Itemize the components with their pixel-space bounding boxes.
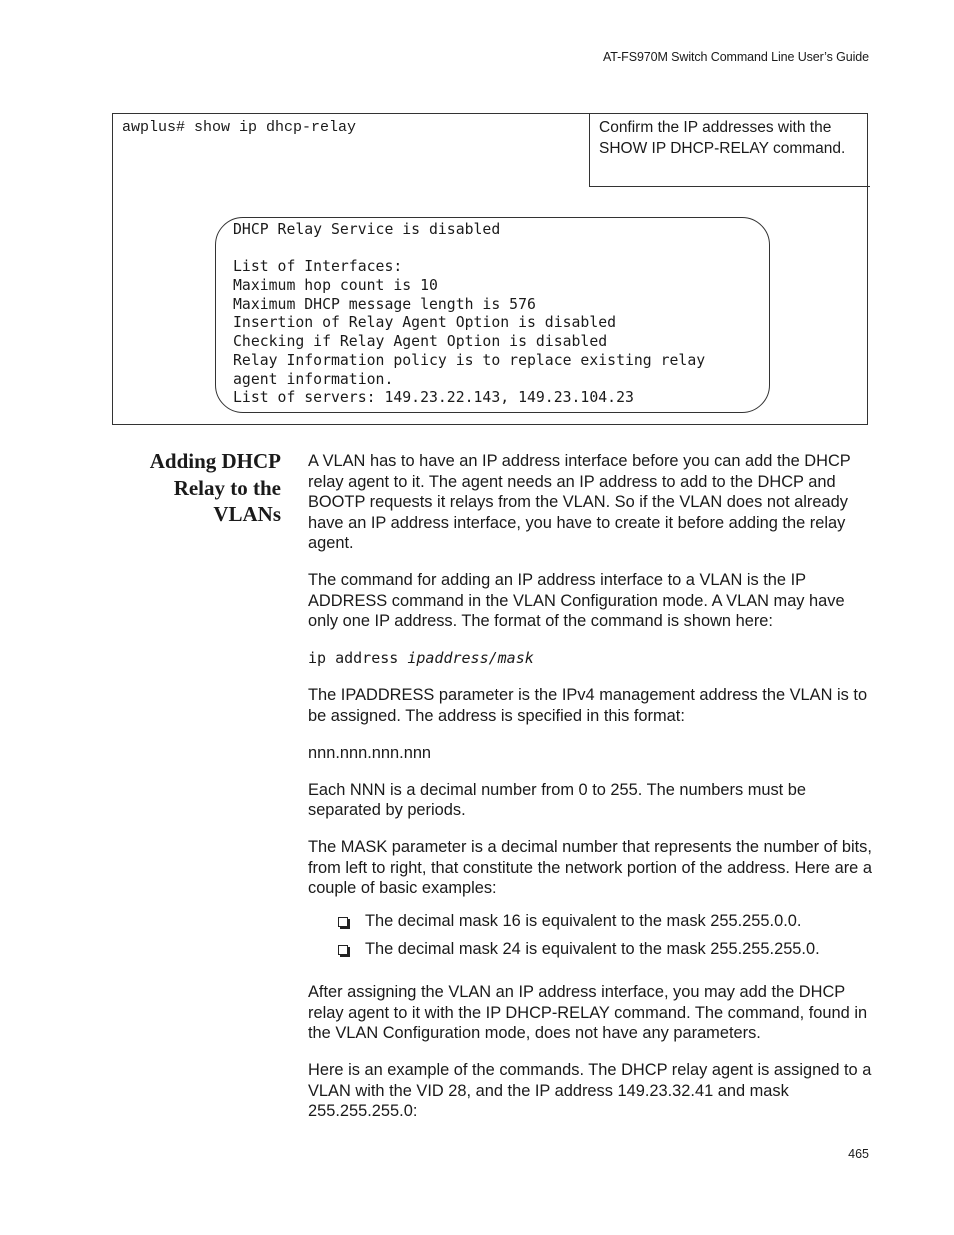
paragraph: A VLAN has to have an IP address interface before you can add the DHCP relay agent to it. The agent needs an IP address to add to the DHCP and BOOTP requests it relays from the VLAN. So if the VLAN does not already have an IP address interface, you have to create it before adding the relay agent. xyxy=(308,452,851,552)
list-item xyxy=(308,939,873,967)
output-line: Insertion of Relay Agent Option is disabled xyxy=(233,314,617,332)
output-line: DHCP Relay Service is disabled xyxy=(233,221,501,238)
command-syntax xyxy=(308,648,873,669)
syntax-parameter: ipaddress/mask xyxy=(407,649,534,667)
paragraph: After assigning the VLAN an IP address interface, you may add the DHCP relay agent to it with the IP DHCP-RELAY command. The command, found in the VLAN Configuration mode, does not have any parameters. xyxy=(308,983,868,1042)
checkbox-bullet-icon xyxy=(338,917,348,927)
callout-note: Confirm the IP addresses with the SHOW IP DHCP-RELAY command. xyxy=(589,113,870,187)
paragraph: The MASK parameter is a decimal number that represents the number of bits, from left to right, that constitute the network portion of the address. Here are a couple of basic examples: xyxy=(308,838,872,897)
section-heading xyxy=(110,448,281,528)
output-line: List of servers: 149.23.22.143, 149.23.104.23 xyxy=(233,389,634,407)
command-figure xyxy=(112,113,868,425)
command-output xyxy=(215,217,770,413)
output-line xyxy=(233,240,769,259)
list-item xyxy=(308,911,873,939)
heading-line: Relay to the xyxy=(173,475,281,500)
output-line: Relay Information policy is to replace existing relay xyxy=(233,351,706,369)
section-body xyxy=(308,451,873,1138)
paragraph: The command for adding an IP address interface to a VLAN is the IP ADDRESS command in the VLAN Configuration mode. A VLAN may have only one IP address. The format of the command is shown here: xyxy=(308,571,845,630)
output-line: Checking if Relay Agent Option is disabled xyxy=(233,333,608,351)
output-line: Maximum DHCP message length is 576 xyxy=(233,295,536,313)
example-list xyxy=(308,911,873,967)
paragraph: Here is an example of the commands. The DHCP relay agent is assigned to a VLAN with the VID 28, and the IP address 149.23.32.41 and mask 255.255.255.0: xyxy=(308,1061,872,1120)
checkbox-bullet-icon xyxy=(338,945,348,955)
running-header: AT-FS970M Switch Command Line User’s Guide xyxy=(602,50,869,64)
page-number: 465 xyxy=(848,1147,869,1161)
heading-line: Adding DHCP xyxy=(149,449,281,473)
paragraph: Each NNN is a decimal number from 0 to 255. The numbers must be separated by periods. xyxy=(308,780,807,819)
address-format: nnn.nnn.nnn.nnn xyxy=(308,743,432,762)
heading-line: VLANs xyxy=(213,502,281,526)
output-line: List of Interfaces: xyxy=(233,258,403,276)
list-item-text: The decimal mask 16 is equivalent to the mask 255.255.0.0. xyxy=(365,912,802,930)
list-item-text: The decimal mask 24 is equivalent to the mask 255.255.255.0. xyxy=(365,940,820,958)
command-text: awplus# show ip dhcp-relay xyxy=(122,119,357,136)
paragraph: The IPADDRESS parameter is the IPv4 management address the VLAN is to be assigned. The address is specified in this format: xyxy=(308,686,868,725)
output-line: agent information. xyxy=(233,370,394,388)
output-line: Maximum hop count is 10 xyxy=(233,277,438,295)
syntax-command: ip address xyxy=(308,649,408,667)
